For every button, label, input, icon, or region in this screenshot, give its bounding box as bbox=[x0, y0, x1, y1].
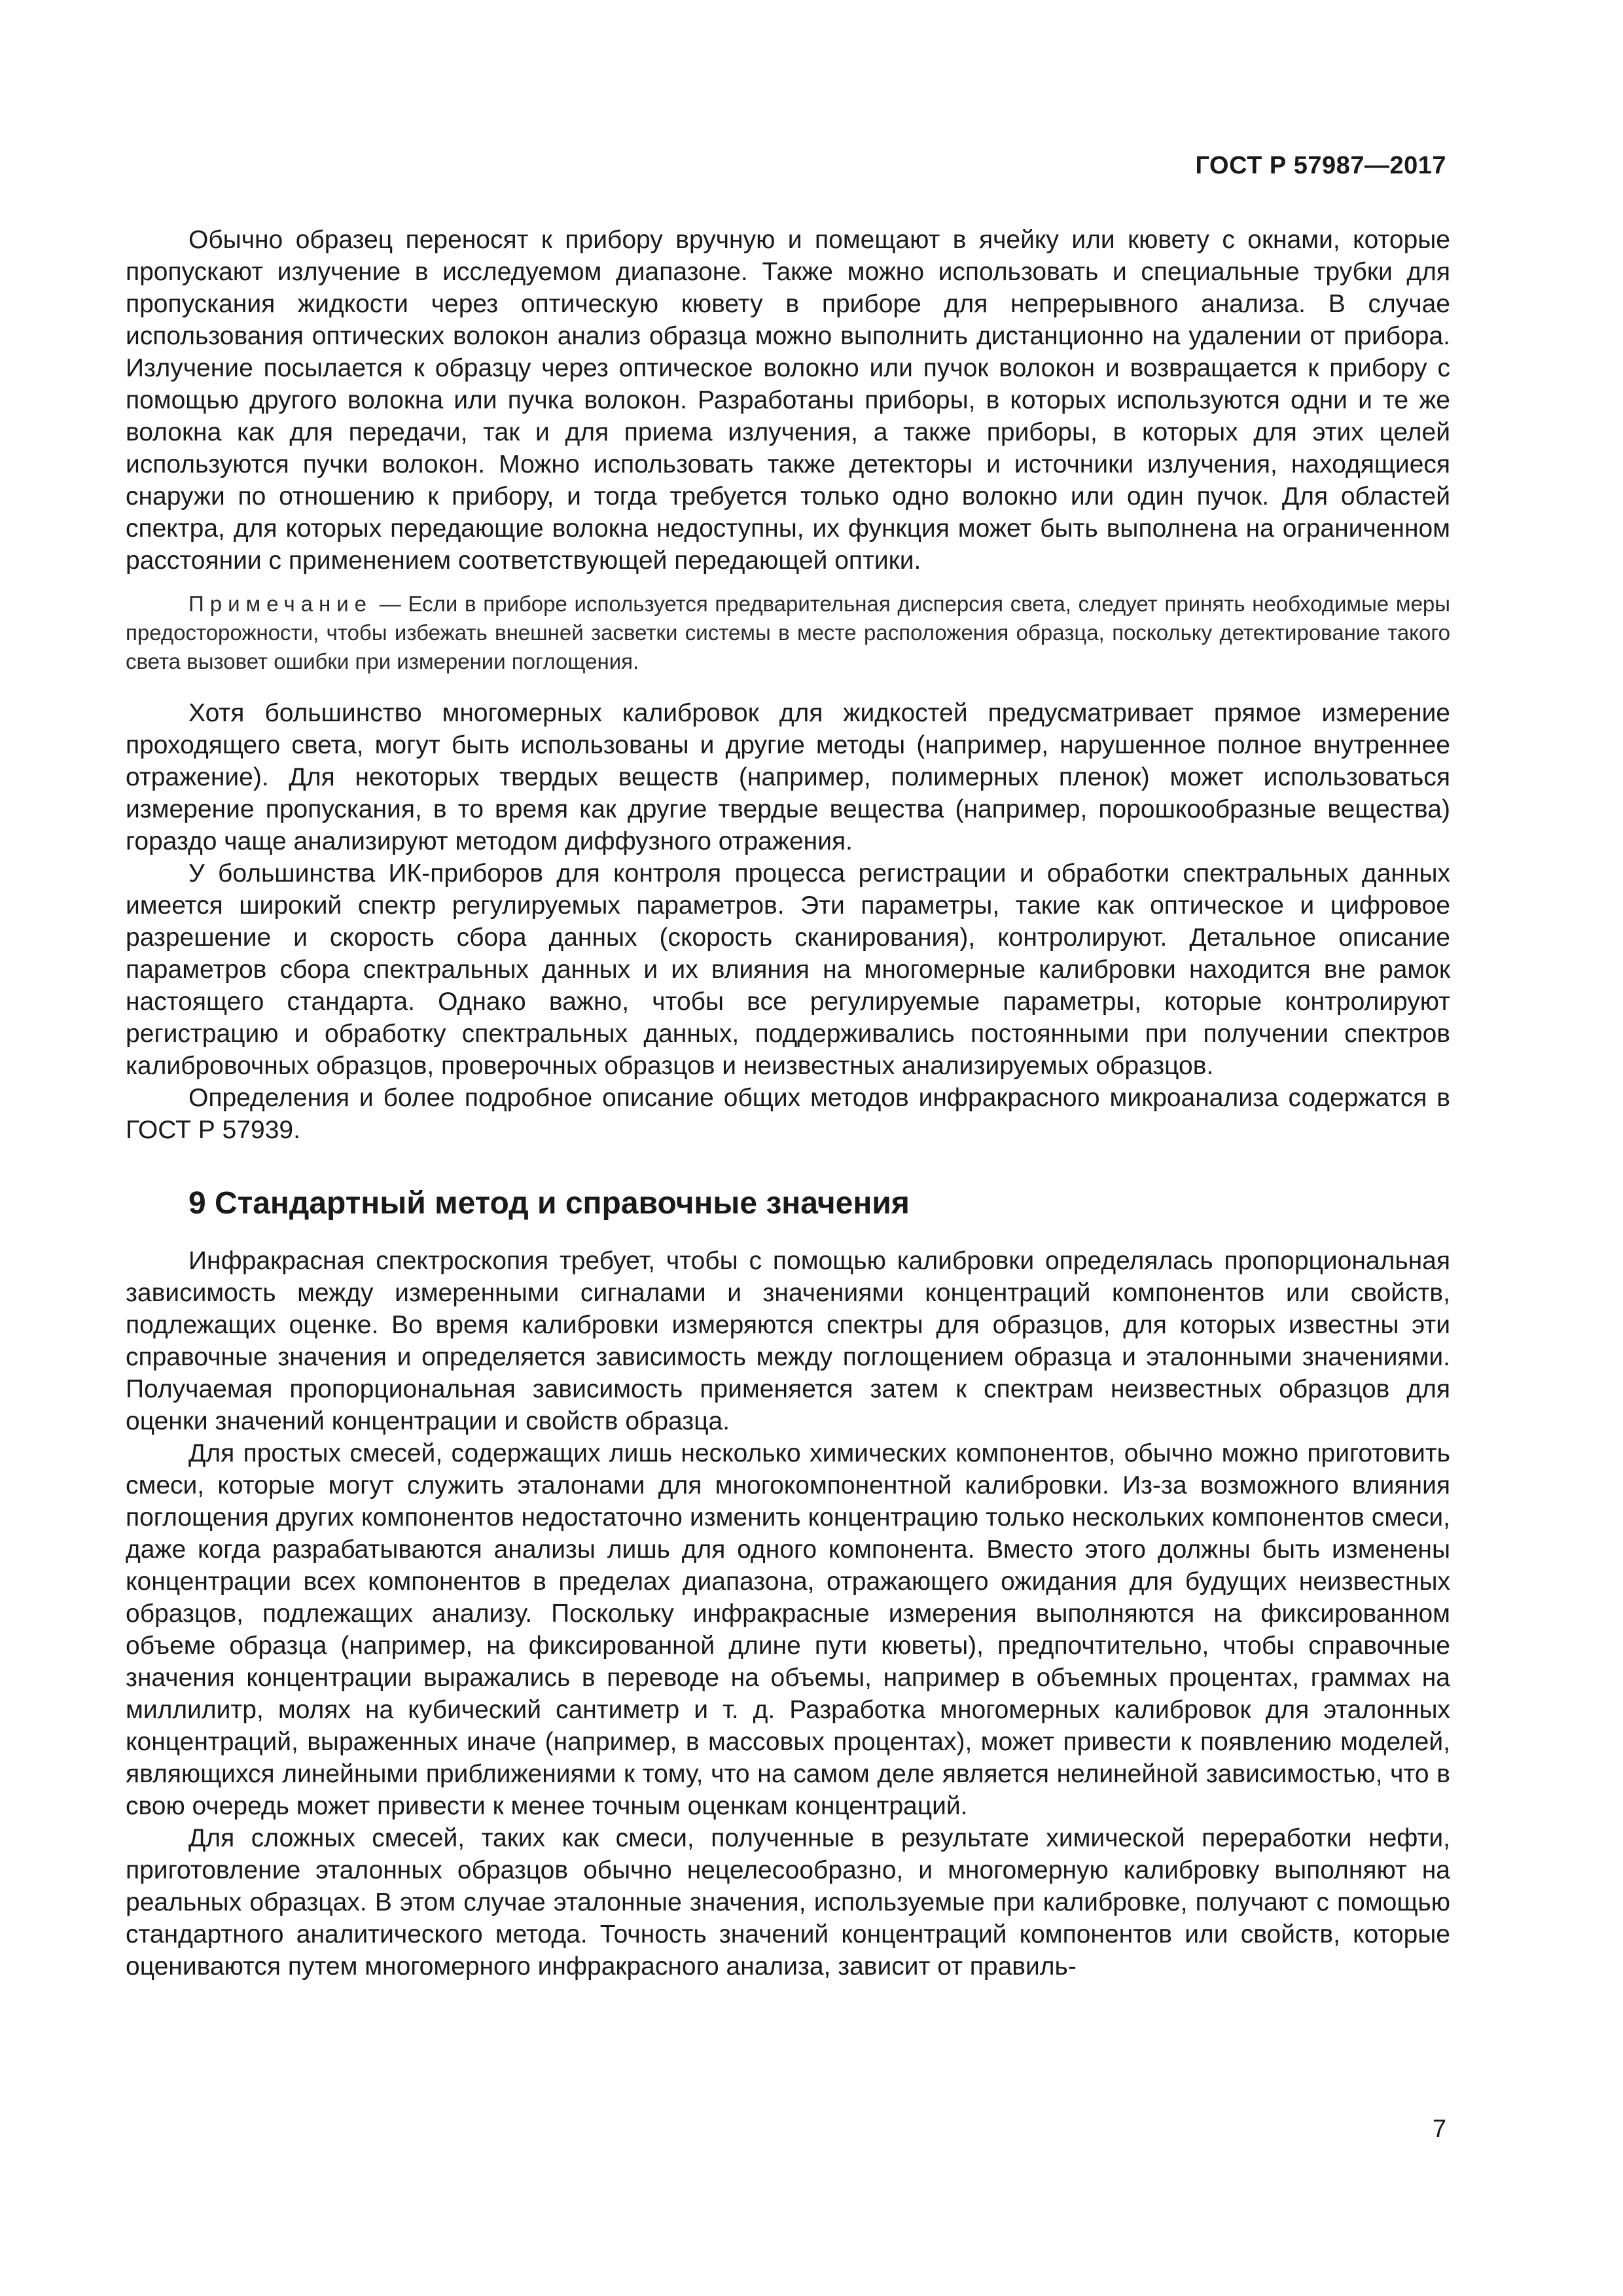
section-heading: 9 Стандартный метод и справочные значения bbox=[188, 1186, 910, 1221]
paragraph-measurement-methods: Хотя большинство многомерных калибровок для жидкостей предусматривает прямое измерение проходящего света, могут быть использованы и другие методы (например, нарушенное полное внутреннее отражение). Для некоторых твердых веществ (например, полимерных пленок) может использоваться измерение пропускания, в то время как другие твердые вещества (например, порошкообразные вещества) гораздо чаще анализируют методом диффузного отражения. bbox=[126, 699, 1450, 855]
paragraph-complex-mixtures: Для сложных смесей, таких как смеси, полученные в результате химической переработки нефти, приготовление эталонных образцов обычно нецелесообразно, и многомерную калибровку выполняют на реальных образцах. В этом случае эталонные значения, используемые при калибровке, получают с помощью стандартного аналитического метода. Точность значений концентраций компонентов или свойств, которые оцениваются путем многомерного инфракрасного анализа, зависит от правиль- bbox=[126, 1824, 1450, 1981]
paragraph-definitions-reference: Определения и более подробное описание общих методов инфракрасного микроанализа содержатся в ГОСТ Р 57939. bbox=[126, 1084, 1450, 1144]
document-body bbox=[126, 224, 1450, 1982]
paragraph-instrument-parameters: У большинства ИК-приборов для контроля процесса регистрации и обработки спектральных данных имеется широкий спектр регулируемых параметров. Эти параметры, такие как оптическое и цифровое разрешение и скорость сбора данных (скорость сканирования), контролируют. Детальное описание параметров сбора спектральных данных и их влияния на многомерные калибровки находится вне рамок настоящего стандарта. Однако важно, чтобы все регулируемые параметры, которые контролируют регистрацию и обработку спектральных данных, поддерживались постоянными при получении спектров калибровочных образцов, проверочных образцов и неизвестных анализируемых образцов. bbox=[126, 859, 1450, 1080]
page-number: 7 bbox=[1432, 2115, 1446, 2143]
document-id-header: ГОСТ Р 57987—2017 bbox=[1195, 152, 1446, 179]
note-block bbox=[126, 590, 1450, 676]
note-label: Примечание bbox=[188, 592, 373, 616]
paragraph-sample-handling: Обычно образец переносят к прибору вручную и помещают в ячейку или кювету с окнами, которые пропускают излучение в исследуемом диапазоне. Также можно использовать и специальные трубки для пропускания жидкости через оптическую кювету в приборе для непрерывного анализа. В случае использования оптических волокон анализ образца можно выполнить дистанционно на удалении от прибора. Излучение посылается к образцу через оптическое волокно или пучок волокон и возвращается к прибору с помощью другого волокна или пучка волокон. Разработаны приборы, в которых используются одни и те же волокна как для передачи, так и для приема излучения, а также приборы, в которых для этих целей используются пучки волокон. Можно использовать также детекторы и источники излучения, находящиеся снаружи по отношению к прибору, и тогда требуется только одно волокно или один пучок. Для областей спектра, для которых передающие волокна недоступны, их функция может быть выполнена на ограниченном расстоянии с применением соответствующей передающей оптики. bbox=[126, 226, 1450, 575]
note-text: — Если в приборе используется предварительная дисперсия света, следует принять необходимые меры предосторожности, чтобы избежать внешней засветки системы в месте расположения образца, поскольку детектирование такого света вызовет ошибки при измерении поглощения. bbox=[126, 592, 1450, 673]
paragraph-simple-mixtures: Для простых смесей, содержащих лишь несколько химических компонентов, обычно можно приготовить смеси, которые могут служить эталонами для многокомпонентной калибровки. Из-за возможного влияния поглощения других компонентов недостаточно изменить концентрацию только нескольких компонентов смеси, даже когда разрабатываются анализы лишь для одного компонента. Вместо этого должны быть изменены концентрации всех компонентов в пределах диапазона, отражающего ожидания для будущих неизвестных образцов, подлежащих анализу. Поскольку инфракрасные измерения выполняются на фиксированном объеме образца (например, на фиксированной длине пути кюветы), предпочтительно, чтобы справочные значения концентрации выражались в переводе на объемы, например в объемных процентах, граммах на миллилитр, молях на кубический сантиметр и т. д. Разработка многомерных калибровок для эталонных концентраций, выраженных иначе (например, в массовых процентах), может привести к появлению моделей, являющихся линейными приближениями к тому, что на самом деле является нелинейной зависимостью, что в свою очередь может привести к менее точным оценкам концентраций. bbox=[126, 1439, 1450, 1820]
paragraph-calibration-principle: Инфракрасная спектроскопия требует, чтобы с помощью калибровки определялась пропорциональная зависимость между измеренными сигналами и значениями концентраций компонентов или свойств, подлежащих оценке. Во время калибровки измеряются спектры для образцов, для которых известны эти справочные значения и определяется зависимость между поглощением образца и эталонными значениями. Получаемая пропорциональная зависимость применяется затем к спектрам неизвестных образцов для оценки значений концентрации и свойств образца. bbox=[126, 1247, 1450, 1435]
